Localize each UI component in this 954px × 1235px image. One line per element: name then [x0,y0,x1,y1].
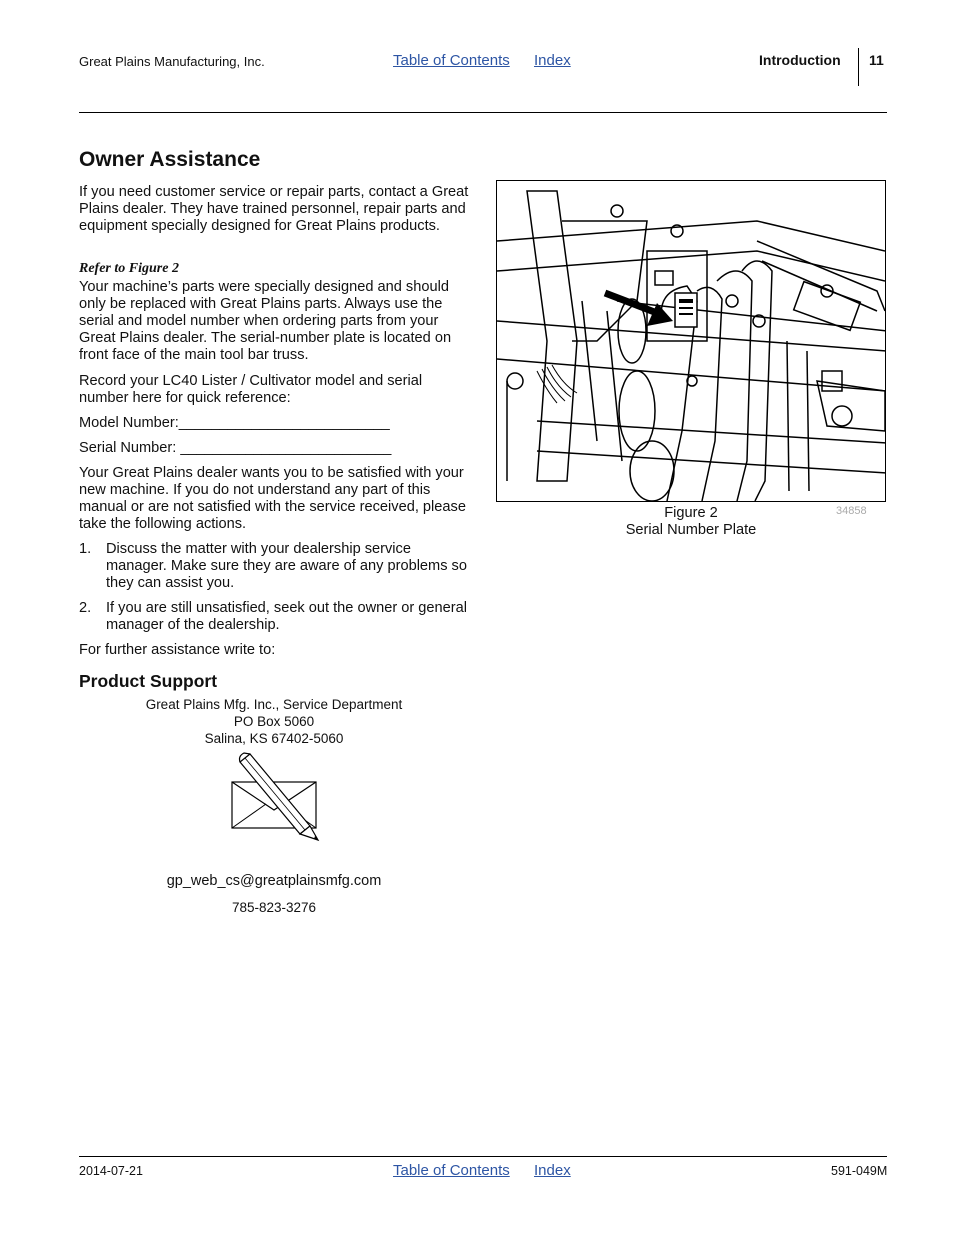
index-link[interactable]: Index [534,52,571,69]
table-of-contents-link[interactable]: Table of Contents [393,52,510,69]
step-text: Discuss the matter with your dealership service manager. Make sure they are aware of any problems so they can assist you. [106,541,467,591]
company-name: Great Plains Manufacturing, Inc. [79,54,265,69]
figure-label: Figure 2 [664,505,718,521]
support-phone: 785-823-3276 [231,900,317,915]
footer-rule [79,1156,887,1157]
address-line: Salina, KS 67402-5060 [204,731,344,746]
satisfied-text: Your Great Plains dealer wants you to be satisfied with your new machine. If you do not understand any part of this manual or are not satisfied with the service received, please take the following actions. [79,465,466,532]
record-text: Record your LC40 Lister / Cultivator model and serial number here for quick reference: [79,373,423,406]
page-title: Owner Assistance [79,148,261,171]
product-support-heading: Product Support [79,671,218,691]
address-line: PO Box 5060 [233,714,315,729]
parts-text: Your machine’s parts were specially designed and should only be replaced with Great Plains parts. Always use the serial and model number when ordering parts from your Great Plains dealer. The serial-number plate is located on front face of the main tool bar truss. [79,279,452,363]
step-number: 1. [79,541,92,557]
support-email: gp_web_cs@greatplainsmfg.com [166,873,382,889]
address-line: Great Plains Mfg. Inc., Service Department [145,697,403,712]
list-item [79,600,471,634]
serial-number-plate-figure [496,180,886,502]
publication-date: 2014-07-21 [79,1164,143,1178]
footer-table-of-contents-link[interactable]: Table of Contents [393,1162,510,1179]
list-item [79,541,471,592]
step-text: If you are still unsatisfied, seek out the owner or general manager of the dealership. [106,600,467,633]
serial-number-line: Serial Number: __________________________ [79,440,392,456]
satisfied-paragraph [79,465,471,533]
figure-title: Serial Number Plate [625,522,757,538]
serial-plate [675,293,697,327]
support-address [79,696,469,747]
model-number-line: Model Number:__________________________ [79,415,390,431]
figure-caption [496,505,886,539]
envelope-pencil-icon [228,752,324,844]
footer-index-link[interactable]: Index [534,1162,571,1179]
pointer-arrow-icon [605,293,673,326]
page-number: 11 [869,52,884,68]
header-divider [858,48,859,86]
document-number: 591-049M [831,1164,888,1178]
header-rule [79,112,887,113]
intro-text: If you need customer service or repair parts, contact a Great Plains dealer. They have trained personnel, repair parts and equipment specially designed for Great Plains products. [79,184,469,234]
step-list [79,541,471,634]
further-assistance-text: For further assistance write to: [79,642,276,658]
machine-illustration [497,181,885,501]
record-paragraph [79,373,471,407]
section-title: Introduction [759,52,841,68]
figure-image-number: 34858 [836,505,867,517]
parts-paragraph [79,279,471,364]
step-number: 2. [79,600,92,616]
intro-paragraph [79,184,471,235]
refer-figure-text: Refer to Figure 2 [79,261,179,276]
